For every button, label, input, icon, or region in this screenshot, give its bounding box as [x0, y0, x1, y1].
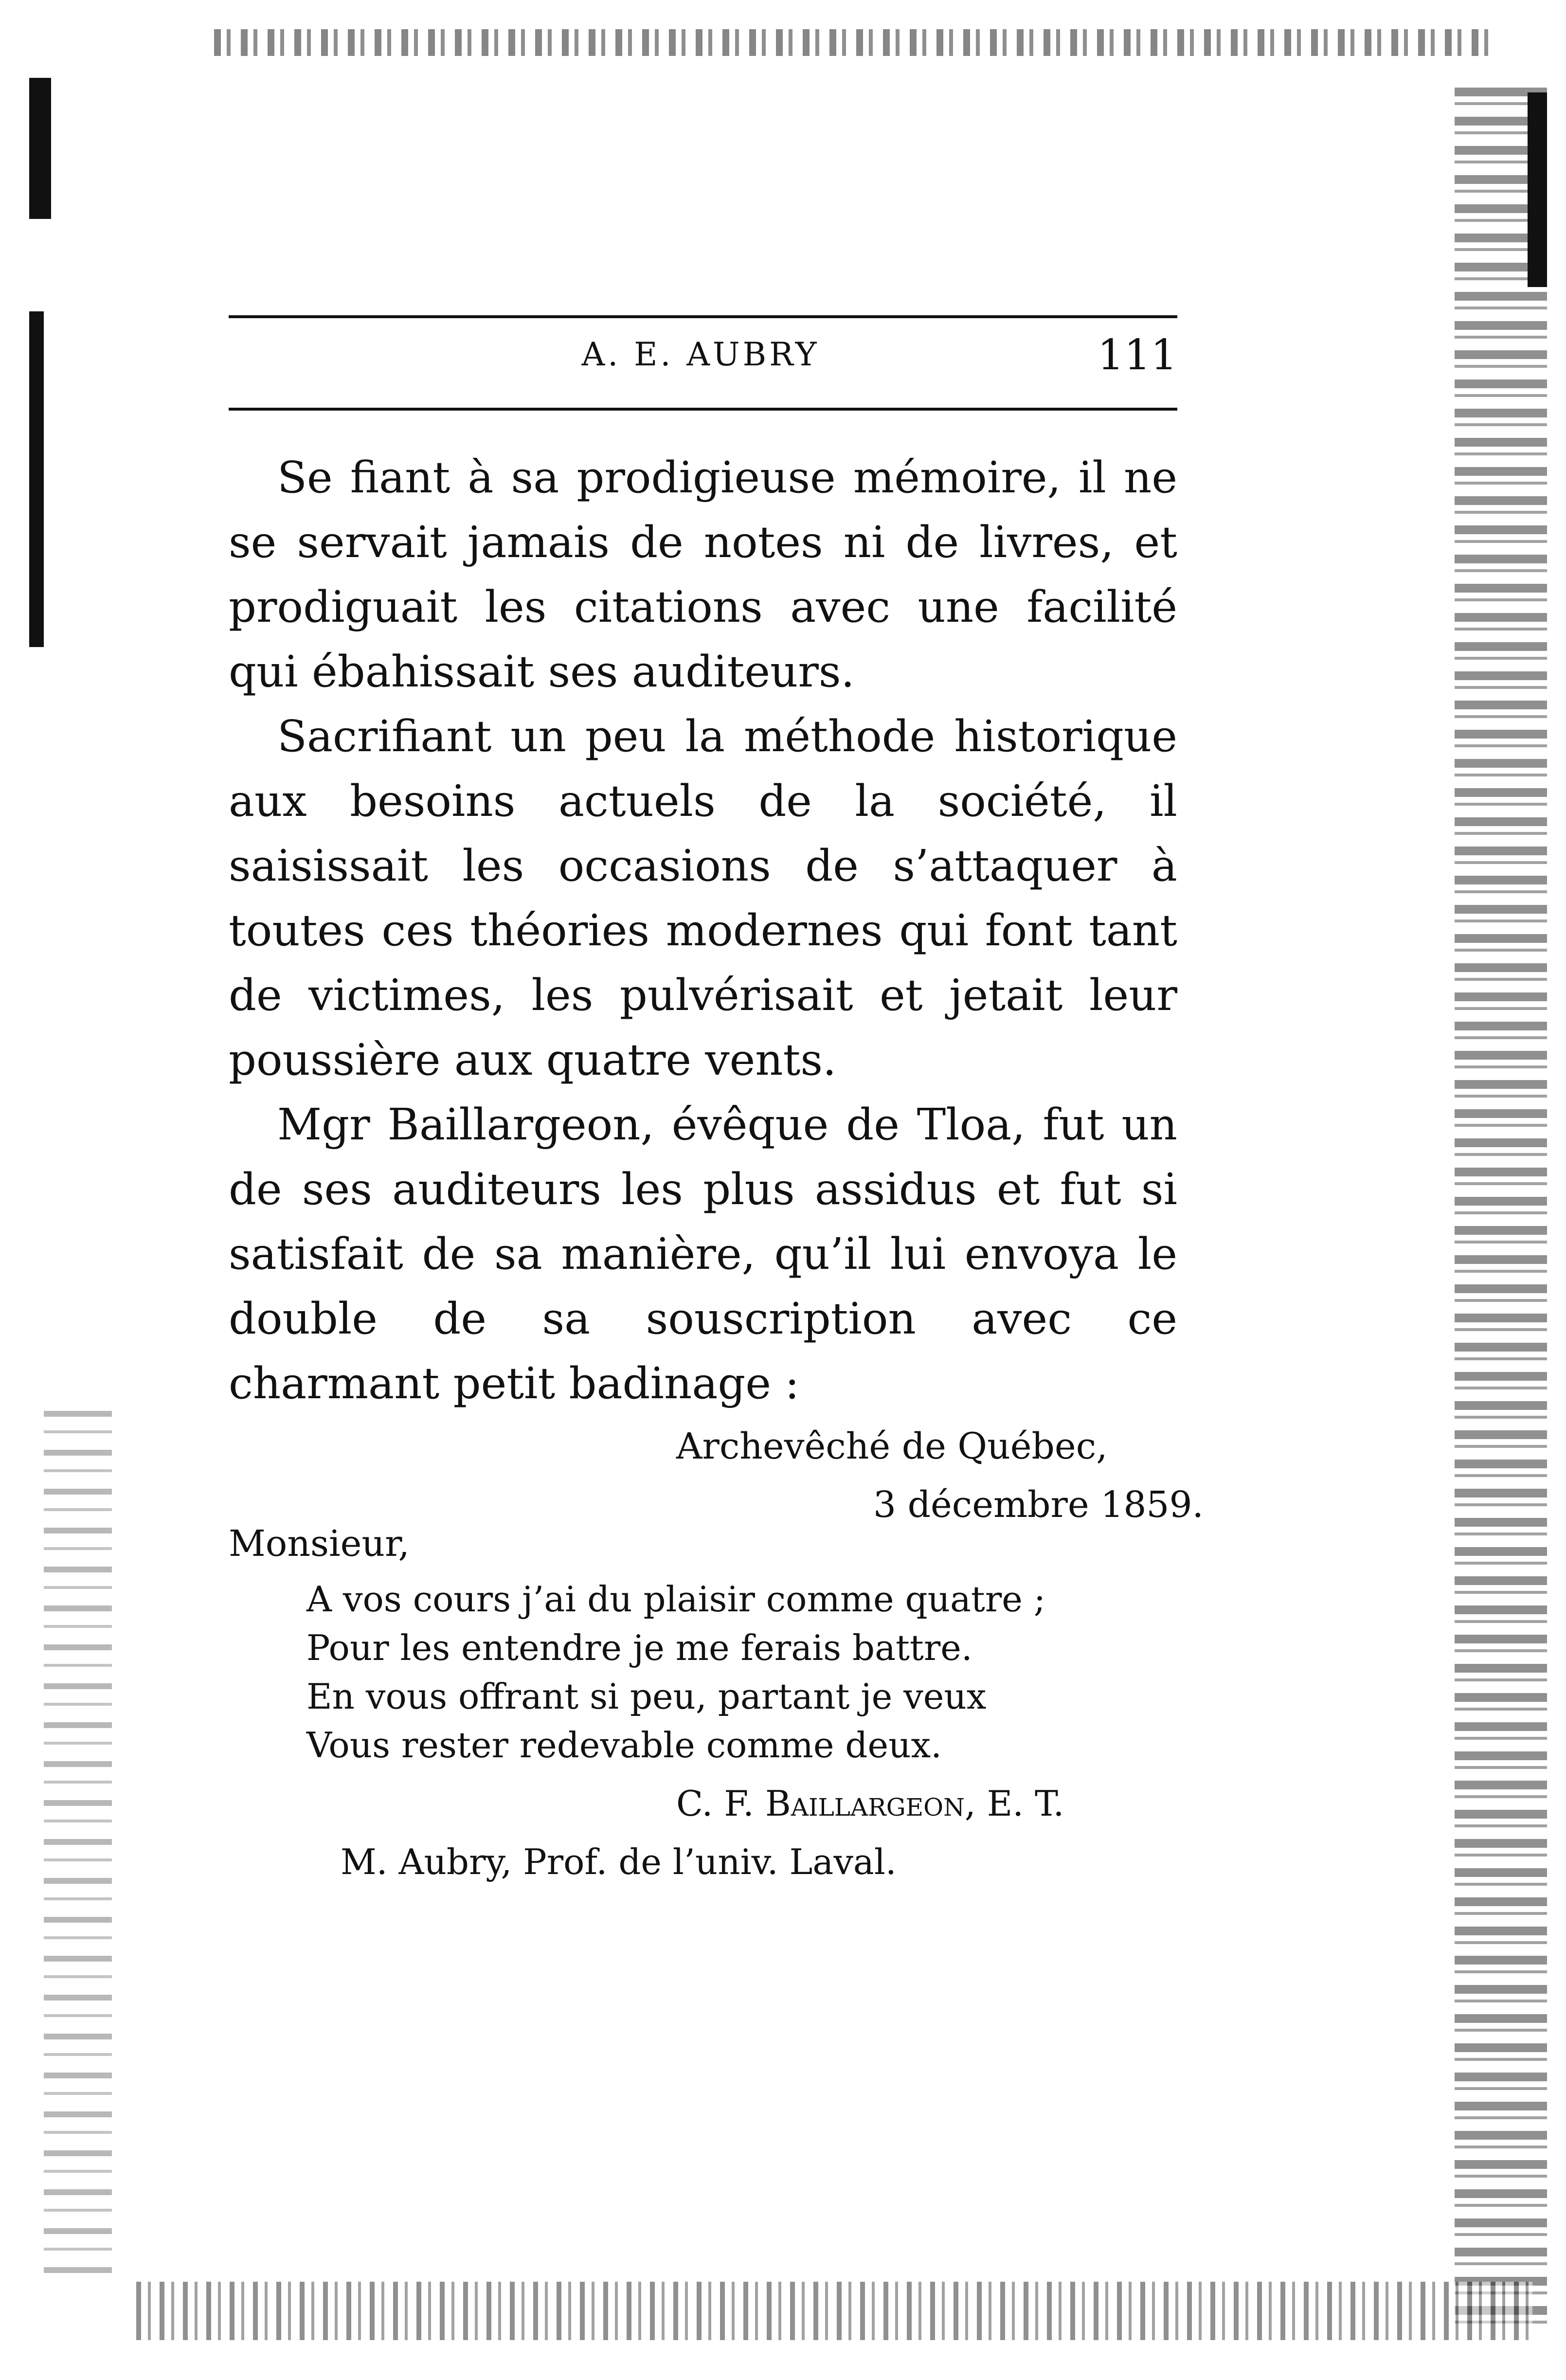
scan-border-top	[214, 29, 1489, 56]
scan-mark-left	[29, 311, 44, 647]
scan-border-right	[1455, 88, 1547, 2335]
verse-line: En vous offrant si peu, partant je veux	[306, 1676, 987, 1717]
letter-addressee: M. Aubry, Prof. de l’univ. Laval.	[341, 1841, 897, 1882]
letter-date: 3 décembre 1859.	[873, 1484, 1204, 1526]
paragraph: Se fiant à sa prodigieuse mémoire, il ne se servait jamais de notes ni de livres, et prodiguait les citations avec une facilité qui ébahissait ses auditeurs.	[229, 452, 1177, 697]
verse-line: Pour les entendre je me ferais battre.	[306, 1627, 972, 1668]
header-rule-bottom	[229, 408, 1177, 411]
paragraph: Mgr Baillargeon, évêque de Tloa, fut un de ses auditeurs les plus assidus et fut si satisfait de sa manière, qu’il lui envoya le double de sa souscription avec ce charmant petit badinage :	[229, 1099, 1177, 1408]
letter-place: Archevêché de Québec,	[676, 1425, 1108, 1467]
page-number: 111	[1097, 331, 1177, 379]
letter-signature: C. F. Baillargeon, E. T.	[676, 1783, 1064, 1824]
scan-mark-left-top	[29, 78, 51, 219]
scan-border-bottom	[136, 2282, 1532, 2340]
header-rule-top	[229, 315, 1177, 318]
paragraph: Sacrifiant un peu la méthode historique aux besoins actuels de la société, il saisissait les occasions de s’attaquer à toutes ces théories modernes qui font tant de victimes, les pulvérisait et jetait leur poussière aux quatre vents.	[229, 711, 1177, 1085]
scan-border-left	[44, 1411, 112, 2287]
running-head: A. E. AUBRY	[581, 336, 820, 373]
letter-salutation: Monsieur,	[229, 1523, 410, 1565]
verse-line: Vous rester redevable comme deux.	[306, 1725, 942, 1766]
body-text	[229, 445, 1177, 1416]
scan-mark-right	[1528, 92, 1547, 287]
verse-line: A vos cours j’ai du plaisir comme quatre ;	[306, 1579, 1045, 1620]
